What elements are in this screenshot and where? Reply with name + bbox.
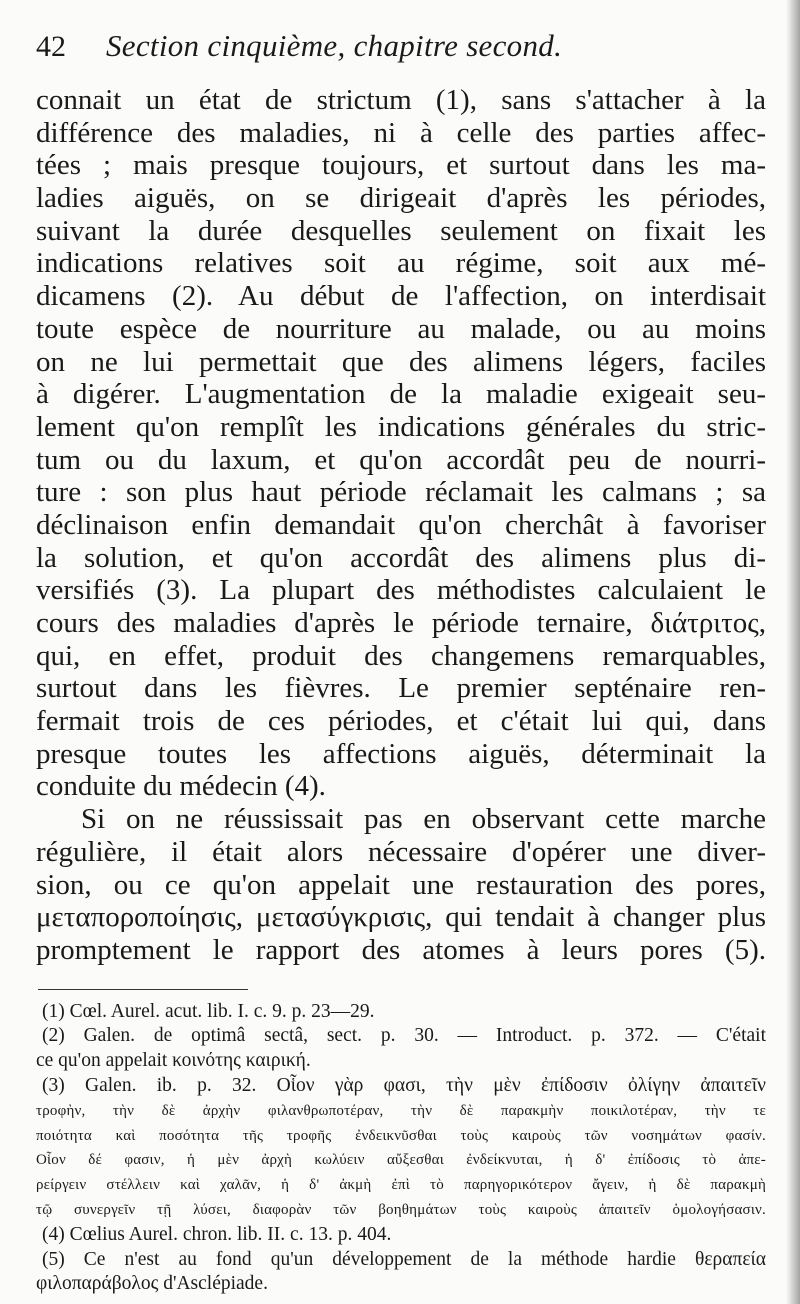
page-header (36, 28, 766, 82)
footnote-5: (5) Ce n'est au fond qu'un développement de la méthode hardie θεραπεία (42, 1248, 766, 1270)
text-line: dicamens (2). Au début de l'affection, on interdisait (36, 280, 766, 313)
text-line: tées ; mais presque toujours, et surtout dans les ma- (36, 149, 766, 182)
paragraph-first-line: Si on ne réussissait pas en observant cette marche (81, 803, 766, 836)
text-line: conduite du médecin (4). (36, 770, 326, 803)
text-line: suivant la durée desquelles seulement on fixait les (36, 214, 766, 247)
text-line: régulière, il était alors nécessaire d'opérer une diver- (36, 835, 766, 868)
footnotes (36, 1000, 766, 1298)
text-line: connait un état de strictum (1), sans s'attacher à la (36, 84, 766, 116)
text-line: qui, en effet, produit des changemens remarquables, (36, 639, 766, 672)
text-line: on ne lui permettait que des alimens légers, faciles (36, 345, 766, 378)
text-line: surtout dans les fièvres. Le premier septénaire ren- (36, 672, 766, 705)
text-line: lement qu'on remplît les indications générales du stric- (36, 410, 766, 443)
text-line: promptement le rapport des atomes à leurs pores (5). (36, 933, 766, 966)
footnote-3-greek: ρείργειν στέλλειν καὶ χαλᾶν, ἡ δ' ἀκμὴ ἐπὶ τὸ παρηγορικότερον ἄγειν, ἡ δὲ παρακμὴ (36, 1177, 766, 1194)
page-edge-shadow (786, 0, 800, 1304)
text-line: toute espèce de nourriture au malade, ou au moins (36, 312, 766, 345)
text-line: la solution, et qu'on accordât des alimens plus di- (36, 541, 766, 574)
footnote-3-greek: τροφὴν, τὴν δὲ ἀρχὴν φιλανθρωποτέραν, τὴν δὲ παρακμὴν ποικιλοτέραν, τὴν τε (36, 1102, 766, 1119)
text-line: ladies aiguës, on se dirigeait d'après les périodes, (36, 182, 766, 215)
book-page (36, 28, 766, 1297)
footnote-divider (38, 989, 248, 990)
footnote-5-cont: φιλοπαράβολος d'Asclépiade. (36, 1273, 268, 1295)
footnote-1: (1) Cœl. Aurel. acut. lib. I. c. 9. p. 23—29. (42, 1000, 375, 1022)
text-line: indications relatives soit au régime, soit aux mé- (36, 247, 766, 280)
footnote-3-greek: τῷ συνεργεῖν τῇ λύσει, διαφορὰν τῶν βοηθημάτων τοὺς καιροὺς ἀπαιτεῖν ὁμολογήσασιν. (36, 1201, 766, 1218)
footnote-3: (3) Galen. ib. p. 32. Οἷον γὰρ φασι, τὴν μὲν ἐπίδοσιν ὀλίγην ἀπαιτεῖν (42, 1074, 766, 1096)
text-line: sion, ou ce qu'on appelait une restauration des pores, (36, 868, 766, 901)
text-line: ture : son plus haut période réclamait les calmans ; sa (36, 476, 766, 509)
page-number: 42 (36, 30, 66, 63)
footnote-2-cont: ce qu'on appelait κοινότης καιρική. (36, 1050, 311, 1072)
text-line: déclinaison enfin demandait qu'on cherchât à favoriser (36, 508, 766, 541)
text-line: tum ou du laxum, et qu'on accordât peu de nourri- (36, 443, 766, 476)
footnote-3-greek: ποιότητα καὶ ποσότητα τῆς τροφῆς ἐνδεικνῦσθαι τοὺς καιροὺς τῶν νοσημάτων φασίν. (36, 1127, 766, 1144)
text-line: presque toutes les affections aiguës, déterminait la (36, 737, 766, 770)
text-line: différence des maladies, ni à celle des parties affec- (36, 116, 766, 149)
text-line: versifiés (3). La plupart des méthodistes calculaient le (36, 574, 766, 607)
text-line: cours des maladies d'après le période ternaire, διάτριτος, (36, 607, 766, 639)
text-line: à digérer. L'augmentation de la maladie exigeait seu- (36, 378, 766, 411)
body-text (36, 84, 766, 967)
text-line: fermait trois de ces périodes, et c'était lui qui, dans (36, 705, 766, 738)
running-title: Section cinquième, chapitre second. (106, 28, 563, 63)
footnote-3-greek: Οἷον δέ φασιν, ἡ μὲν ἀρχὴ κωλύειν αὔξεσθαι ἐνδείκνυται, ἡ δ' ἐπίδοσις τὸ ἀπε- (36, 1152, 766, 1169)
footnote-4: (4) Cœlius Aurel. chron. lib. II. c. 13. p. 404. (42, 1223, 392, 1245)
greek-text-line: μεταποροποίησις, μετασύγκρισις, qui tendait à changer plus (36, 901, 766, 934)
footnote-2: (2) Galen. de optimâ sectâ, sect. p. 30. — Introduct. p. 372. — C'était (42, 1025, 766, 1047)
